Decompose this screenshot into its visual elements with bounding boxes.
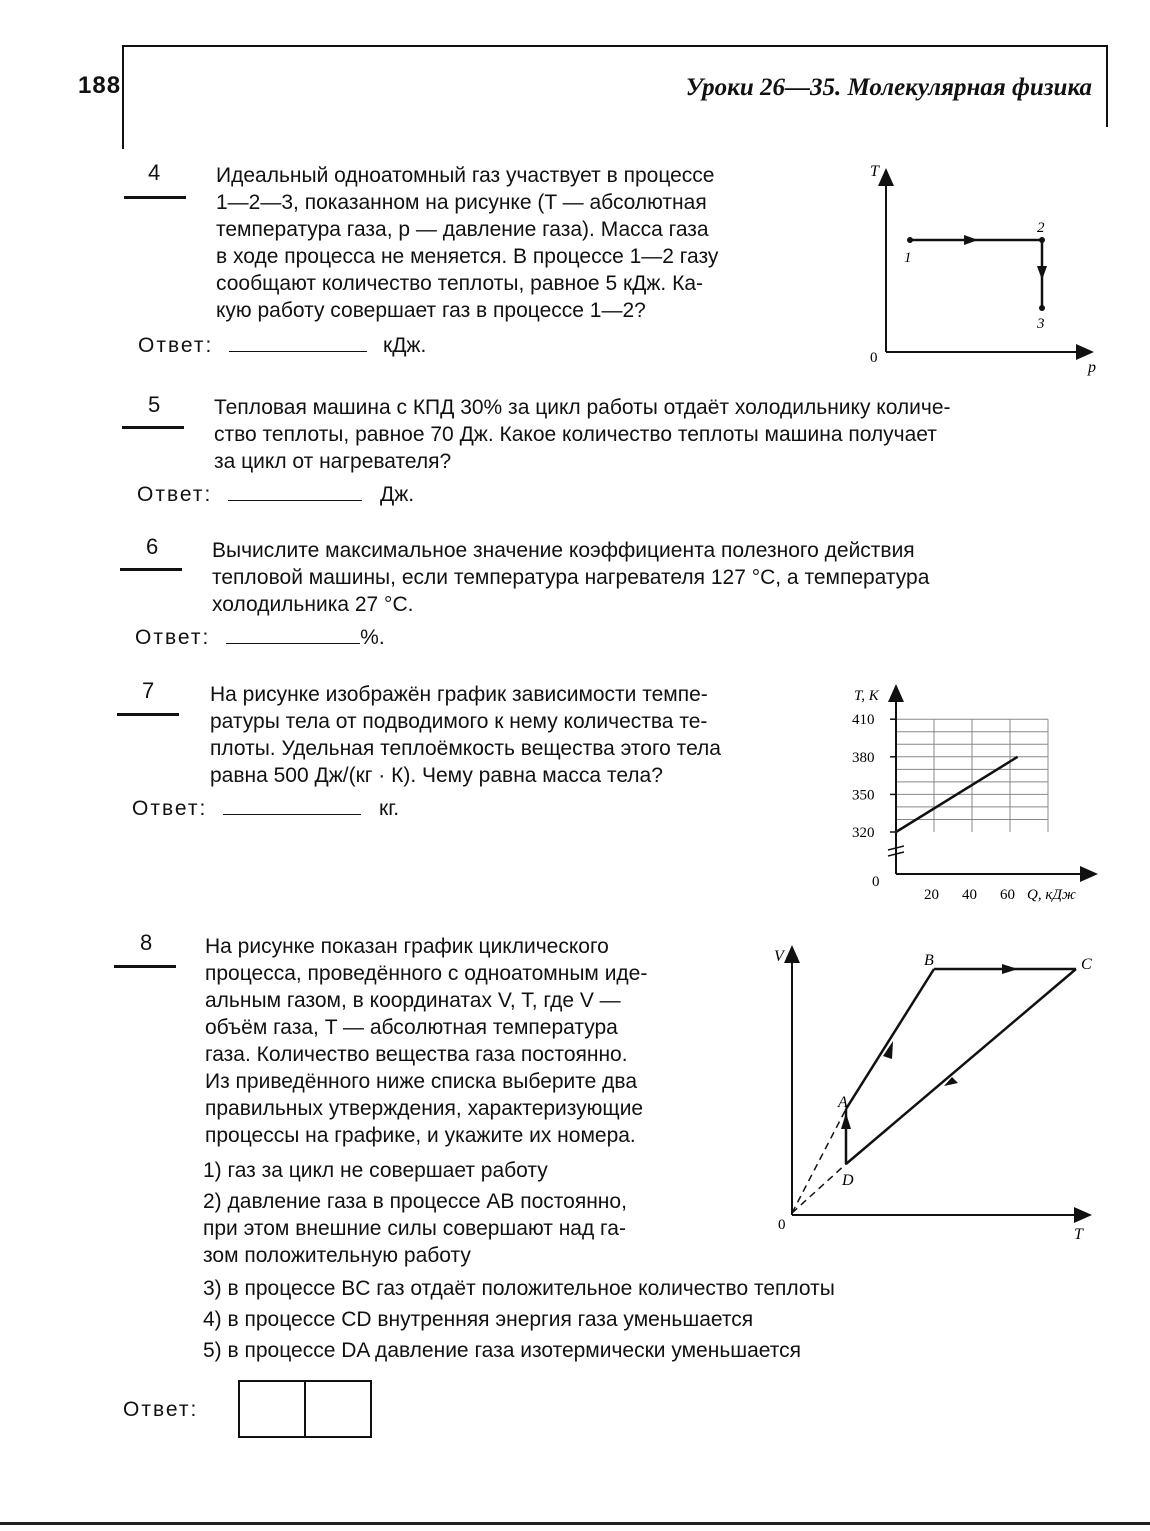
question-7-answer <box>132 797 399 821</box>
option-2-line: зом положительную работу <box>203 1244 471 1267</box>
chart-x-label: Q, кДж <box>1027 887 1076 903</box>
arrow-1-2 <box>964 235 978 245</box>
chart-origin-label: 0 <box>872 874 880 890</box>
header-title: Уроки 26—35. Молекулярная физика <box>685 74 1092 101</box>
question-5-answer <box>137 483 414 507</box>
point-1-label: 1 <box>904 250 912 266</box>
q5-line: ство теплоты, равное 70 Дж. Какое количество теплоты машина получает <box>214 423 937 446</box>
answer-blank[interactable] <box>228 500 362 501</box>
question-8-answer-label: Ответ: <box>123 1398 199 1421</box>
answer-unit: Дж. <box>380 483 415 506</box>
q5-line: Тепловая машина с КПД 30% за цикл работы отдаёт холодильнику количе- <box>214 396 951 419</box>
question-5-number: 5 <box>148 392 161 417</box>
option-2-line: при этом внешние силы совершают над га- <box>203 1217 626 1240</box>
answer-blank[interactable] <box>229 351 367 352</box>
q8-graph <box>768 935 1100 1247</box>
question-6-text <box>212 537 1112 618</box>
header-divider <box>122 125 124 149</box>
y-axis-label: T <box>870 163 879 180</box>
origin-label: 0 <box>778 1217 786 1233</box>
y-tick-label: 320 <box>852 825 875 841</box>
q4-graph <box>860 158 1110 383</box>
q7-line: равна 500 Дж/(кг · К). Чему равна масса тела? <box>210 764 663 787</box>
question-7-text <box>210 681 840 789</box>
chart-grid <box>896 719 1048 832</box>
option-4: 4) в процессе CD внутренняя энергия газа уменьшается <box>203 1308 754 1331</box>
point-c-label: C <box>1081 956 1092 973</box>
option-2-line: 2) давление газа в процессе AB постоянно, <box>203 1190 627 1213</box>
question-5-line <box>122 426 184 429</box>
question-4-number: 4 <box>148 160 161 185</box>
question-8-text <box>205 933 765 1149</box>
question-6-number: 6 <box>146 534 159 559</box>
option-1: 1) газ за цикл не совершает работу <box>203 1159 548 1182</box>
q6-line: тепловой машины, если температура нагревателя 127 °С, а температура <box>212 566 930 589</box>
q7-line: На рисунке изображён график зависимости темпе- <box>210 683 708 706</box>
question-4-answer <box>138 334 426 358</box>
q4-line: кую работу совершает газ в процессе 1—2? <box>216 299 646 322</box>
chart-y-label: T, К <box>854 688 879 704</box>
point-1 <box>907 237 913 243</box>
x-tick-label: 20 <box>924 887 939 903</box>
answer-unit: кг. <box>379 797 400 820</box>
answer-cell-2[interactable] <box>306 1380 372 1438</box>
q6-line: Вычислите максимальное значение коэффициента полезного действия <box>212 539 915 562</box>
q8-line: альным газом, в координатах V, T, где V — <box>205 989 621 1012</box>
answer-label: Ответ: <box>135 626 211 649</box>
x-axis-label: T <box>1074 1226 1083 1243</box>
arrow-2-3 <box>1037 266 1047 280</box>
point-b-label: B <box>924 952 934 969</box>
q8-line: газа. Количество вещества газа постоянно. <box>205 1043 628 1066</box>
q7-chart <box>846 678 1108 906</box>
q7-line: плоты. Удельная теплоёмкость вещества этого тела <box>210 737 721 760</box>
origin-label: 0 <box>870 350 878 366</box>
answer-cell-1[interactable] <box>238 1380 306 1438</box>
q4-line: сообщают количество теплоты, равное 5 кДж. Ка- <box>216 272 703 295</box>
q7-line: ратуры тела от подводимого к нему количества те- <box>210 710 708 733</box>
dashed-line-oa <box>792 1109 846 1213</box>
q4-line: в ходе процесса не меняется. В процессе 1—2 газу <box>216 245 719 268</box>
y-tick-label: 350 <box>852 787 875 804</box>
q4-line: температура газа, p — давление газа). Масса газа <box>216 218 709 241</box>
question-4-line <box>124 196 186 199</box>
q8-line: процесса, проведённого с одноатомным иде- <box>205 962 648 985</box>
x-axis-label: p <box>1088 359 1096 376</box>
y-tick-label: 410 <box>852 712 875 729</box>
question-4-text <box>216 162 846 324</box>
point-3-label: 3 <box>1037 316 1045 332</box>
x-tick-label: 40 <box>962 887 977 903</box>
dashed-line-od <box>792 1164 846 1213</box>
question-8-number: 8 <box>140 930 153 955</box>
point-2 <box>1039 237 1045 243</box>
answer-label: Ответ: <box>137 483 213 506</box>
page-bottom-rule <box>0 1522 1150 1525</box>
point-d-label: D <box>842 1172 854 1189</box>
page-number: 188 <box>78 72 122 99</box>
q6-line: холодильника 27 °С. <box>212 593 414 616</box>
q8-line: процессы на графике, и укажите их номера. <box>205 1124 636 1147</box>
question-8-line <box>114 965 176 968</box>
answer-blank[interactable] <box>226 643 360 644</box>
answer-blank[interactable] <box>223 814 361 815</box>
y-tick-label: 380 <box>852 749 875 766</box>
q8-line: правильных утверждения, характеризующие <box>205 1097 644 1120</box>
q8-line: На рисунке показан график циклического <box>205 935 609 958</box>
question-6-answer <box>135 626 385 650</box>
q4-line: 1—2—3, показанном на рисунке (T — абсолютная <box>216 191 707 214</box>
arrow-bc <box>1002 964 1018 974</box>
point-3 <box>1039 305 1045 311</box>
question-7-line <box>117 713 179 716</box>
process-cd <box>846 969 1076 1164</box>
point-2-label: 2 <box>1037 220 1045 236</box>
q8-line: объём газа, T — абсолютная температура <box>205 1016 618 1039</box>
question-5-text <box>214 394 1114 475</box>
process-ab <box>846 969 934 1109</box>
q8-line: Из приведённого ниже списка выберите два <box>205 1070 638 1093</box>
answer-unit: %. <box>360 626 385 649</box>
answer-unit: кДж. <box>383 334 427 357</box>
y-axis-label: V <box>774 948 784 965</box>
option-5: 5) в процессе DA давление газа изотермически уменьшается <box>203 1339 802 1362</box>
x-tick-label: 60 <box>1000 887 1015 903</box>
point-a-label: A <box>838 1094 848 1111</box>
q4-line: Идеальный одноатомный газ участвует в процессе <box>216 164 715 187</box>
q5-line: за цикл от нагревателя? <box>214 450 452 473</box>
answer-label: Ответ: <box>132 797 208 820</box>
answer-label: Ответ: <box>138 334 214 357</box>
option-3: 3) в процессе BC газ отдаёт положительное количество теплоты <box>203 1277 835 1300</box>
question-7-number: 7 <box>142 678 155 703</box>
question-6-line <box>120 568 182 571</box>
